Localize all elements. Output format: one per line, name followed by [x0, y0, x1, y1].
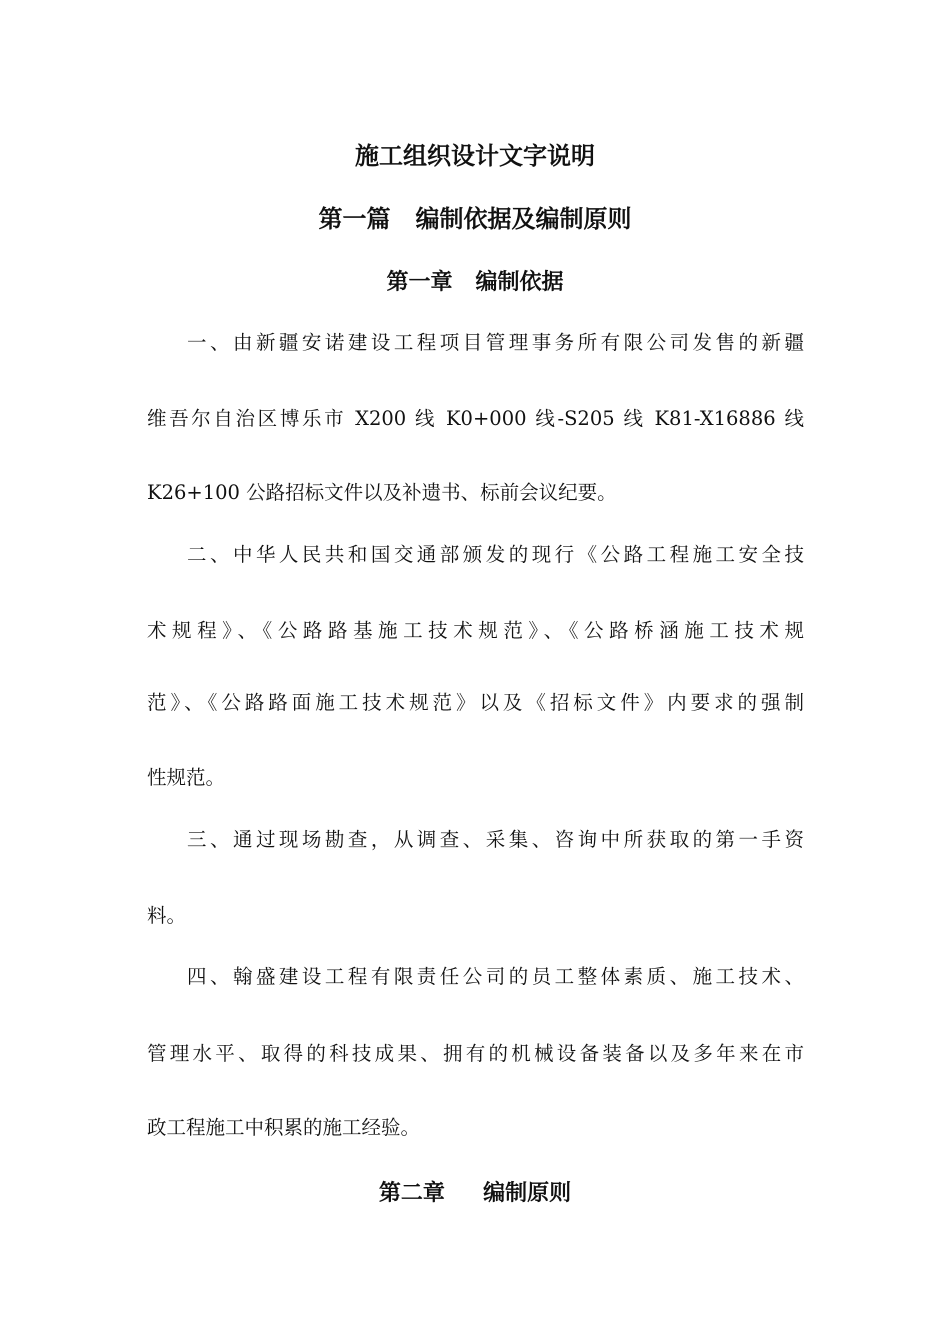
- paragraph3-line2: 料。: [147, 904, 187, 927]
- paragraph2-line3: 范》、《公路路面施工技术规范》以及《招标文件》内要求的强制: [147, 691, 804, 714]
- paragraph1-line2: 维吾尔自治区博乐市 X200 线 K0+000 线-S205 线 K81-X16886 线: [147, 407, 804, 430]
- paragraph1-line1: 一、由新疆安诺建设工程项目管理事务所有限公司发售的新疆: [187, 331, 804, 354]
- paragraph1-line3: K26+100 公路招标文件以及补遗书、标前会议纪要。: [147, 481, 617, 504]
- paragraph4-line1: 四、翰盛建设工程有限责任公司的员工整体素质、施工技术、: [187, 965, 804, 988]
- document-title: 施工组织设计文字说明: [355, 141, 595, 170]
- paragraph2-line4: 性规范。: [147, 766, 226, 789]
- part-heading: 第一篇 编制依据及编制原则: [318, 204, 632, 233]
- paragraph2-line2: 术规程》、《公路路基施工技术规范》、《公路桥涵施工技术规: [147, 619, 804, 642]
- paragraph4-line3: 政工程施工中积累的施工经验。: [147, 1116, 421, 1139]
- paragraph3-line1: 三、通过现场勘查，从调查、采集、咨询中所获取的第一手资: [187, 828, 804, 851]
- chapter1-heading: 第一章 编制依据: [386, 269, 564, 295]
- paragraph4-line2: 管理水平、取得的科技成果、拥有的机械设备装备以及多年来在市: [147, 1042, 804, 1065]
- paragraph2-line1: 二、中华人民共和国交通部颁发的现行《公路工程施工安全技: [187, 543, 804, 566]
- chapter2-heading: 第二章 编制原则: [378, 1180, 572, 1206]
